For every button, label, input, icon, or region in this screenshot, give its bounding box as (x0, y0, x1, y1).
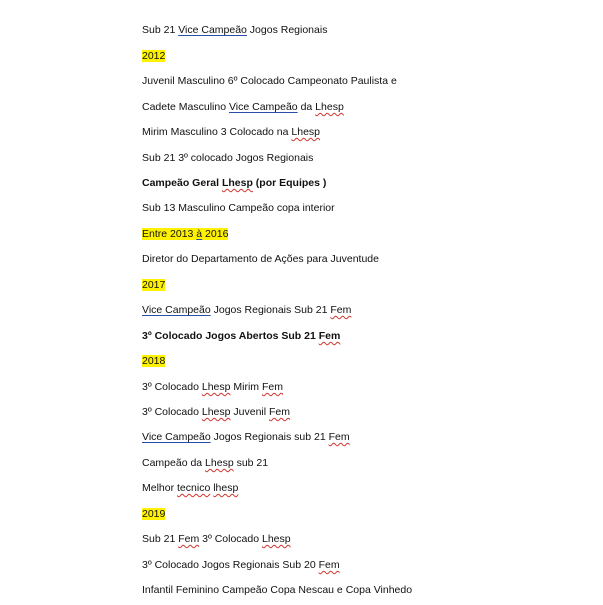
spelling-flagged-text: Lhesp (221, 177, 253, 189)
line-sub21-vice-campeao (142, 23, 327, 37)
text: Juvenil Masculino 6º Colocado Campeonato Paulista e (142, 75, 397, 87)
line-sub21-3-colocado (142, 151, 313, 165)
highlighted-year: 2018 (142, 355, 166, 367)
spelling-flagged-text: tecnico (177, 482, 211, 494)
text: 3º Colocado Jogos Abertos Sub 21 (142, 330, 319, 342)
line-sub13-masculino (142, 201, 335, 215)
spelling-flagged-text: Fem (261, 381, 283, 393)
line-diretor (142, 252, 379, 266)
text: Infantil Feminino Campeão Copa Nescau e Copa Vinhedo (142, 584, 413, 596)
grammar-flagged-text: à (196, 228, 203, 240)
line-vice-campeao-2018 (142, 430, 350, 444)
year-heading-2019 (142, 507, 165, 521)
spelling-flagged-text: Lhesp (201, 406, 231, 418)
year-heading-2017 (142, 278, 165, 292)
text: Cadete Masculino (142, 101, 229, 113)
highlighted-year: 2019 (142, 508, 166, 520)
text: 3º Colocado (142, 381, 202, 393)
text: Sub 13 Masculino Campeão copa interior (142, 202, 335, 214)
line-campeao-geral (142, 176, 326, 190)
text: 3º Colocado (142, 406, 202, 418)
text: Juvenil (230, 406, 270, 418)
text: sub 21 (233, 457, 269, 469)
grammar-flagged-text: Vice Campeão (228, 101, 298, 113)
text: Diretor do Departamento de Ações para Juventude (142, 253, 379, 265)
grammar-flagged-text: Vice Campeão (142, 431, 211, 443)
line-cadete-masculino (142, 100, 344, 114)
spelling-flagged-text: lhesp (213, 482, 239, 494)
text: Entre 2013 (142, 228, 197, 240)
spelling-flagged-text: Lhesp (291, 126, 321, 138)
line-juvenil-masculino (142, 74, 397, 88)
line-vice-campeao-2017 (142, 303, 351, 317)
text: Sub 21 (142, 24, 179, 36)
year-heading-2018 (142, 354, 165, 368)
highlighted-year: 2017 (142, 279, 166, 291)
line-lhesp-mirim (142, 380, 283, 394)
spelling-flagged-text: Fem (178, 533, 200, 545)
spelling-flagged-text: Fem (318, 330, 341, 342)
line-melhor-tecnico (142, 481, 238, 495)
text: 3º Colocado Jogos Regionais Sub 20 (142, 559, 319, 571)
text: (por Equipes ) (252, 177, 327, 189)
spelling-flagged-text: Fem (328, 431, 350, 443)
text: Jogos Regionais (246, 24, 328, 36)
line-campeao-lhesp-sub21 (142, 456, 268, 470)
text: 2016 (202, 228, 229, 240)
grammar-flagged-text: Vice Campeão (178, 24, 247, 36)
text: Melhor (142, 482, 178, 494)
text: Campeão Geral (142, 177, 222, 189)
text: Mirim (230, 381, 262, 393)
spelling-flagged-text: Lhesp (205, 457, 234, 469)
spelling-flagged-text: Lhesp (315, 101, 344, 113)
line-mirim-masculino (142, 125, 320, 139)
spelling-flagged-text: Fem (330, 304, 352, 316)
grammar-flagged-text: Vice Campeão (142, 304, 211, 316)
text: da (297, 101, 316, 113)
spelling-flagged-text: Lhesp (262, 533, 291, 545)
line-sub21-fem (142, 532, 291, 546)
text: Jogos Regionais Sub 21 (210, 304, 331, 316)
text: 3º Colocado (199, 533, 262, 545)
line-infantil-feminino (142, 583, 412, 597)
text: Campeão da (142, 457, 206, 469)
year-heading-2013-2016 (142, 227, 228, 241)
spelling-flagged-text: Fem (269, 406, 291, 418)
text: Sub 21 (142, 533, 179, 545)
text: Sub 21 3º colocado Jogos Regionais (142, 152, 314, 164)
line-jogos-abertos (142, 329, 340, 343)
highlighted-year: 2012 (142, 50, 166, 62)
line-jogos-regionais-sub20 (142, 558, 340, 572)
text: Jogos Regionais sub 21 (210, 431, 329, 443)
spelling-flagged-text: Lhesp (201, 381, 231, 393)
highlighted-year (142, 228, 228, 240)
text: Mirim Masculino 3 Colocado na (142, 126, 292, 138)
year-heading-2012 (142, 49, 165, 63)
spelling-flagged-text: Fem (318, 559, 340, 571)
line-lhesp-juvenil (142, 405, 290, 419)
